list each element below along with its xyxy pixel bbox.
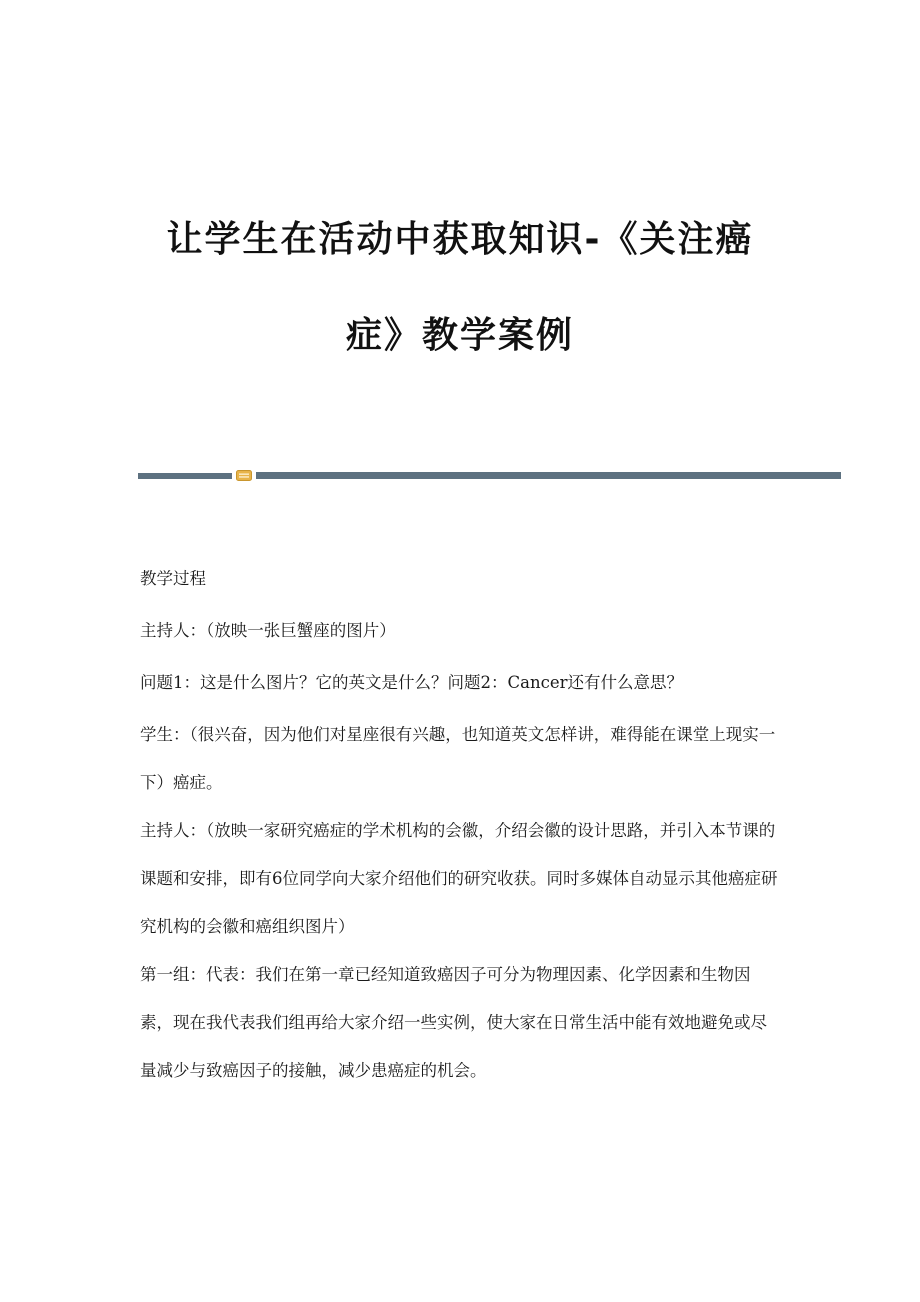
paragraph-host-intro: 主持人：（放映一张巨蟹座的图片）	[140, 621, 396, 640]
document-title-line-1: 让学生在活动中获取知识-《关注癌	[166, 219, 754, 260]
paragraph-student-answer: 学生：（很兴奋，因为他们对星座很有兴趣，也知道英文怎样讲，难得能在课堂上现实一下）癌症。	[140, 725, 776, 792]
divider-ornament-icon	[236, 470, 252, 481]
section-heading: 教学过程	[140, 569, 206, 588]
paragraph-host-emblem: 主持人：（放映一家研究癌症的学术机构的会徽，介绍会徽的设计思路，并引入本节课的课题和安排，即有6位同学向大家介绍他们的研究收获。同时多媒体自动显示其他癌症研究机构的会徽和癌组织图片）	[140, 821, 778, 936]
document-body	[140, 566, 780, 1094]
paragraph-questions: 问题1：这是什么图片？它的英文是什么？问题2：Cancer还有什么意思？	[140, 673, 683, 692]
divider-bar-right	[256, 472, 841, 479]
document-title-line-2: 症》教学案例	[345, 315, 574, 356]
divider-bar-left	[138, 473, 232, 479]
paragraph-group-one: 第一组：代表：我们在第一章已经知道致癌因子可分为物理因素、化学因素和生物因素，现在我代表我们组再给大家介绍一些实例，使大家在日常生活中能有效地避免或尽量减少与致癌因子的接触，减少患癌症的机会。	[140, 965, 767, 1080]
title-divider	[138, 468, 841, 482]
